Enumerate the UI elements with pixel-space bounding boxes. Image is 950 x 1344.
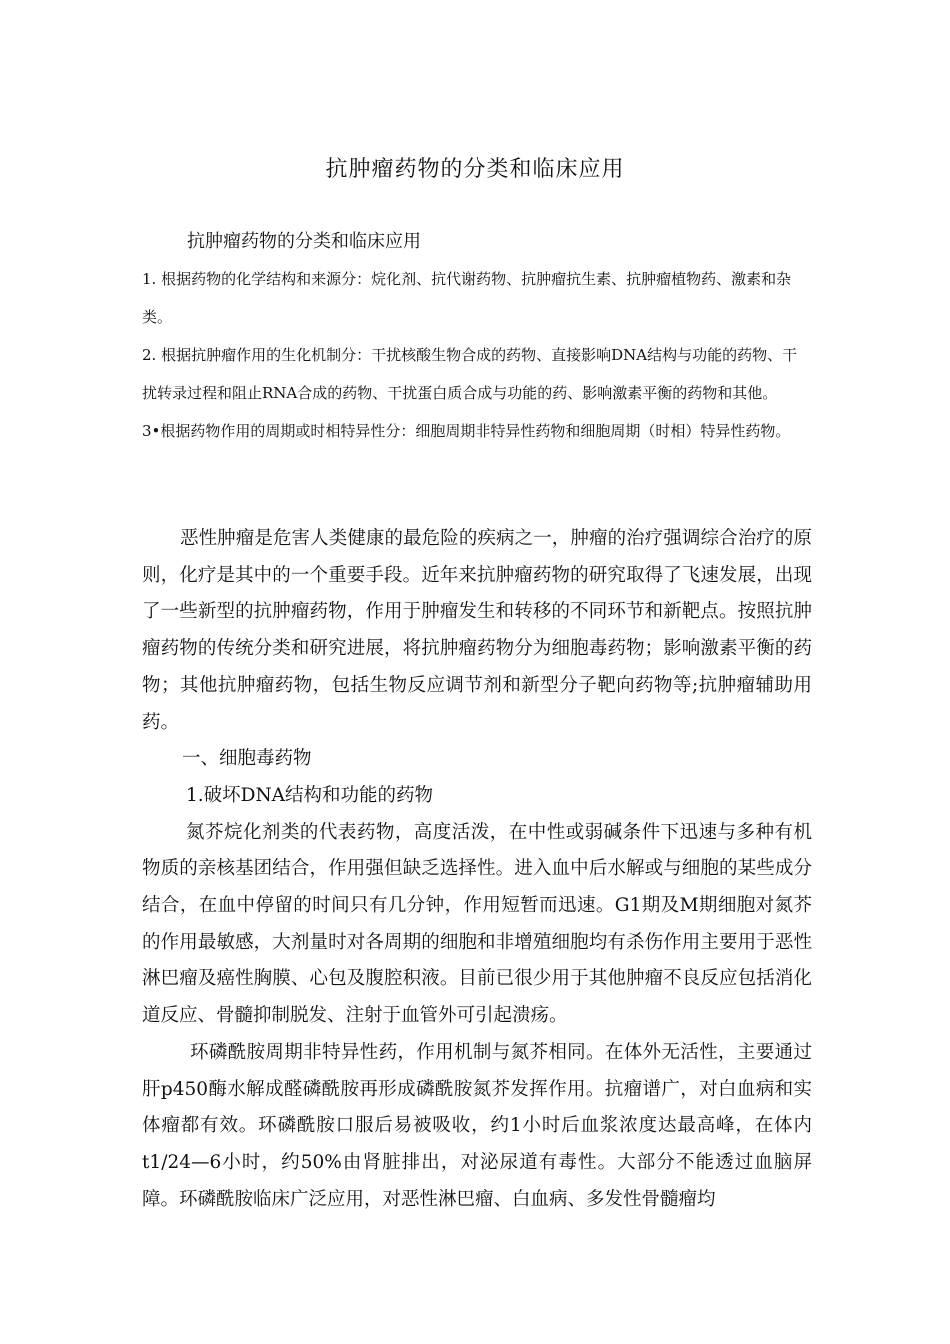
section-heading: 一、细胞毒药物 [182,748,312,770]
classification-item: 2. 根据抗肿瘤作用的生化机制分：干扰核酸生物合成的药物、直接影响DNA结构与功能的药物、干扰转录过程和阻止RNA合成的药物、干扰蛋白质合成与功能的药、影响激素平衡的药物和其他。 [142,346,798,402]
classification-item: 3•根据药物作用的周期或时相特异性分：细胞周期非特异性药物和细胞周期（时相）特异性药物。 [142,422,791,440]
cyclophosphamide-paragraph: 环磷酰胺周期非特异性药，作用机制与氮芥相同。在体外无活性，主要通过肝p450酶水解成醛磷酰胺再形成磷酰胺氮芥发挥作用。抗瘤谱广，对白血病和实体瘤都有效。环磷酰胺口服后易被吸收，约1小时后血浆浓度达最高峰，在体内t1/24—6小时，约50%由肾脏排出，对泌尿道有毒性。大部分不能透过血脑屏障。环磷酰胺临床广泛应用，对恶性淋巴瘤、白血病、多发性骨髓瘤均 [142,1041,812,1210]
subsection-heading: 1.破坏DNA结构和功能的药物 [186,784,434,806]
classification-item: 1. 根据药物的化学结构和来源分：烷化剂、抗代谢药物、抗肿瘤抗生素、抗肿瘤植物药、激素和杂类。 [142,270,792,326]
document-subtitle: 抗肿瘤药物的分类和临床应用 [187,231,421,252]
main-body [142,521,812,1218]
classification-list [142,260,812,450]
nitrogen-mustard-paragraph: 氮芥烷化剂类的代表药物，高度活泼，在中性或弱碱条件下迅速与多种有机物质的亲核基团结合，作用强但缺乏选择性。进入血中后水解或与细胞的某些成分结合，在血中停留的时间只有几分钟，作用短暂而迅速。G1期及M期细胞对氮芥的作用最敏感，大剂量时对各周期的细胞和非增殖细胞均有杀伤作用主要用于恶性淋巴瘤及癌性胸膜、心包及腹腔积液。目前已很少用于其他肿瘤不良反应包括消化道反应、骨髓抑制脱发、注射于血管外可引起溃疡。 [142,821,812,1027]
intro-paragraph: 恶性肿瘤是危害人类健康的最危险的疾病之一，肿瘤的治疗强调综合治疗的原则，化疗是其中的一个重要手段。近年来抗肿瘤药物的研究取得了飞速发展，出现了一些新型的抗肿瘤药物，作用于肿瘤发生和转移的不同环节和新靶点。按照抗肿瘤药物的传统分类和研究进展，将抗肿瘤药物分为细胞毒药物；影响激素平衡的药物；其他抗肿瘤药物，包括生物反应调节剂和新型分子靶向药物等;抗肿瘤辅助用药。 [142,528,812,733]
document-title: 抗肿瘤药物的分类和临床应用 [325,157,625,182]
